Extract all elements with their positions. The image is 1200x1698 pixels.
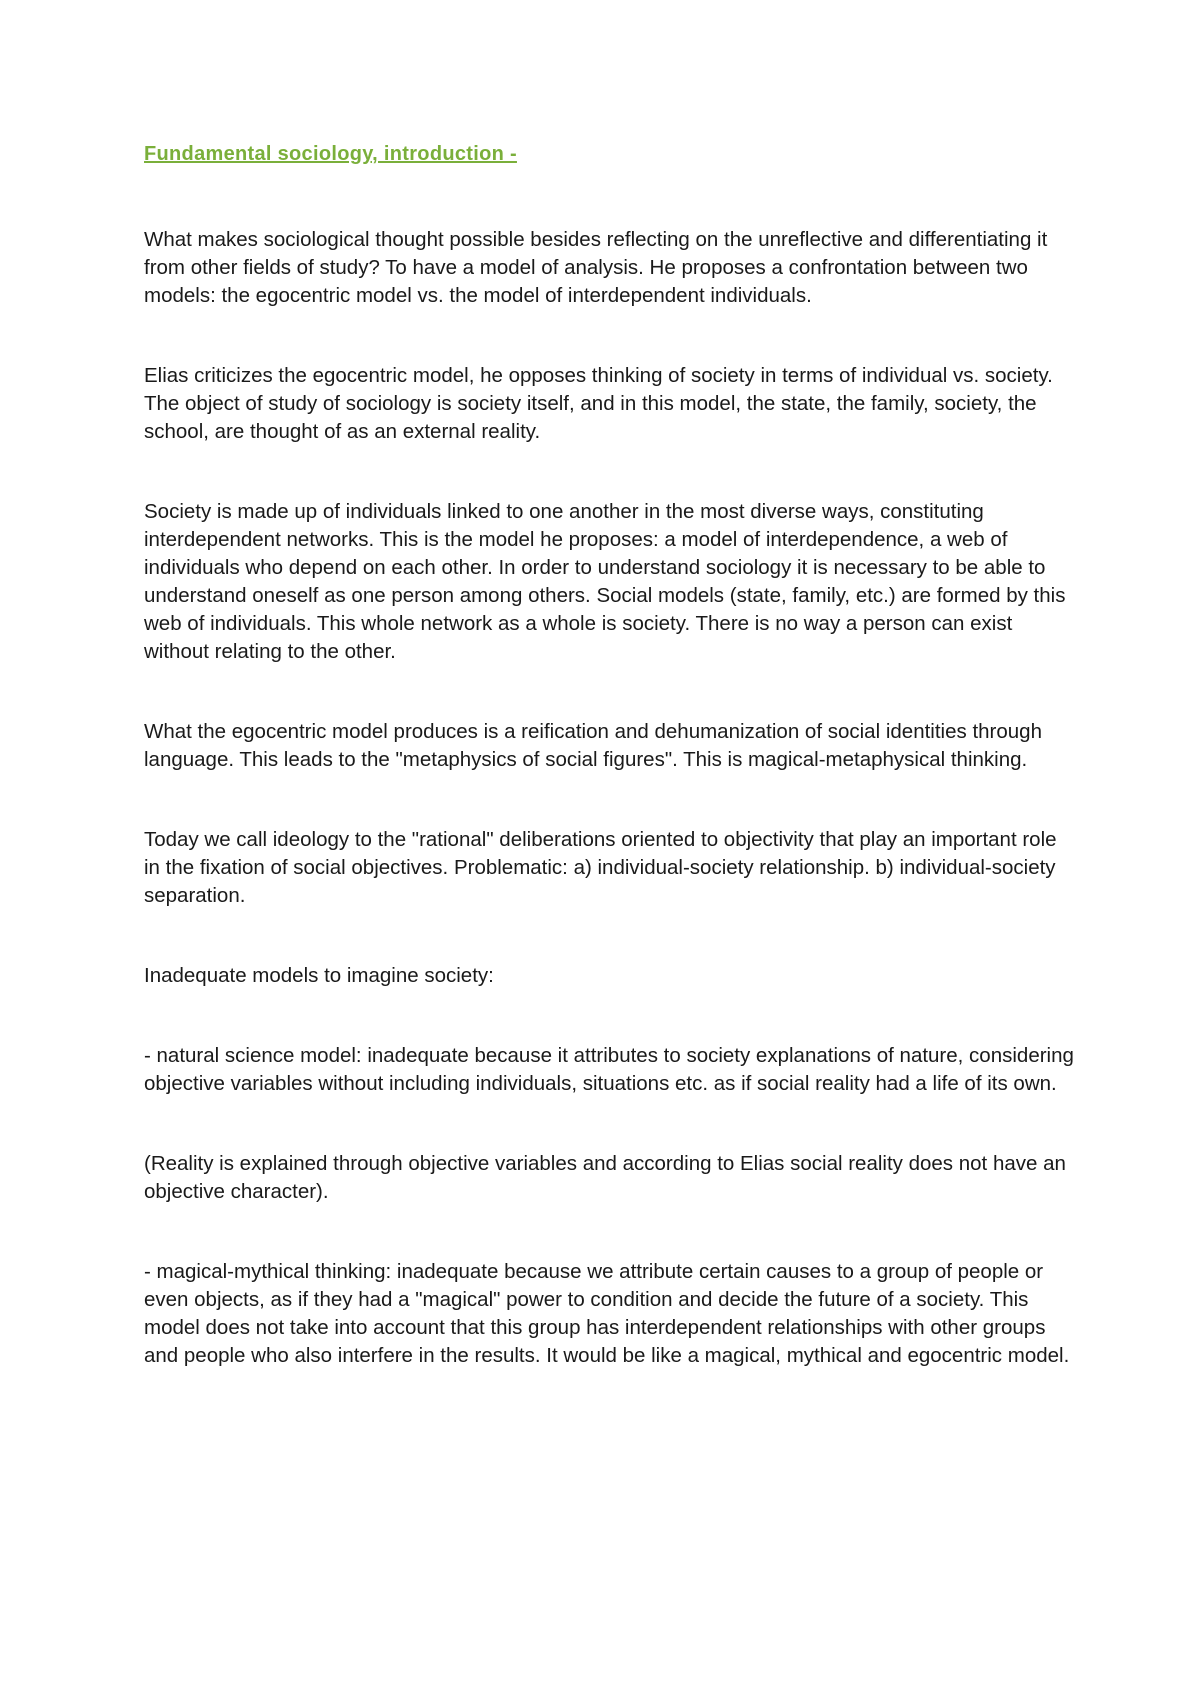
document-body xyxy=(144,140,1074,1370)
paragraph-7: - natural science model: inadequate because it attributes to society explanations of nature, considering objective variables without including individuals, situations etc. as if social reality had a life of its own. xyxy=(144,1044,1074,1095)
paragraph-9: - magical-mythical thinking: inadequate because we attribute certain causes to a group of people or even objects, as if they had a "magical" power to condition and decide the future of a society. This model does not take into account that this group has interdependent relationships with other groups and people who also interfere in the results. It would be like a magical, mythical and egocentric model. xyxy=(144,1260,1070,1367)
paragraph-6: Inadequate models to imagine society: xyxy=(144,964,494,987)
paragraph-8: (Reality is explained through objective variables and according to Elias social reality does not have an objective character). xyxy=(144,1152,1066,1203)
paragraph-3: Society is made up of individuals linked to one another in the most diverse ways, constituting interdependent networks. This is the model he proposes: a model of interdependence, a web of individuals who depend on each other. In order to understand sociology it is necessary to be able to understand oneself as one person among others. Social models (state, family, etc.) are formed by this web of individuals. This whole network as a whole is society. There is no way a person can exist without relating to the other. xyxy=(144,500,1066,663)
document-title: Fundamental sociology, introduction - xyxy=(144,143,517,165)
paragraph-1: What makes sociological thought possible besides reflecting on the unreflective and differentiating it from other fields of study? To have a model of analysis. He proposes a confrontation between two models: the egocentric model vs. the model of interdependent individuals. xyxy=(144,228,1048,307)
paragraph-5: Today we call ideology to the "rational" deliberations oriented to objectivity that play an important role in the fixation of social objectives. Problematic: a) individual-society relationship. b) individual-society separation. xyxy=(144,828,1057,907)
paragraph-4: What the egocentric model produces is a reification and dehumanization of social identities through language. This leads to the "metaphysics of social figures". This is magical-metaphysical thinking. xyxy=(144,720,1042,771)
paragraph-2: Elias criticizes the egocentric model, he opposes thinking of society in terms of individual vs. society. The object of study of sociology is society itself, and in this model, the state, the family, society, the school, are thought of as an external reality. xyxy=(144,364,1053,443)
